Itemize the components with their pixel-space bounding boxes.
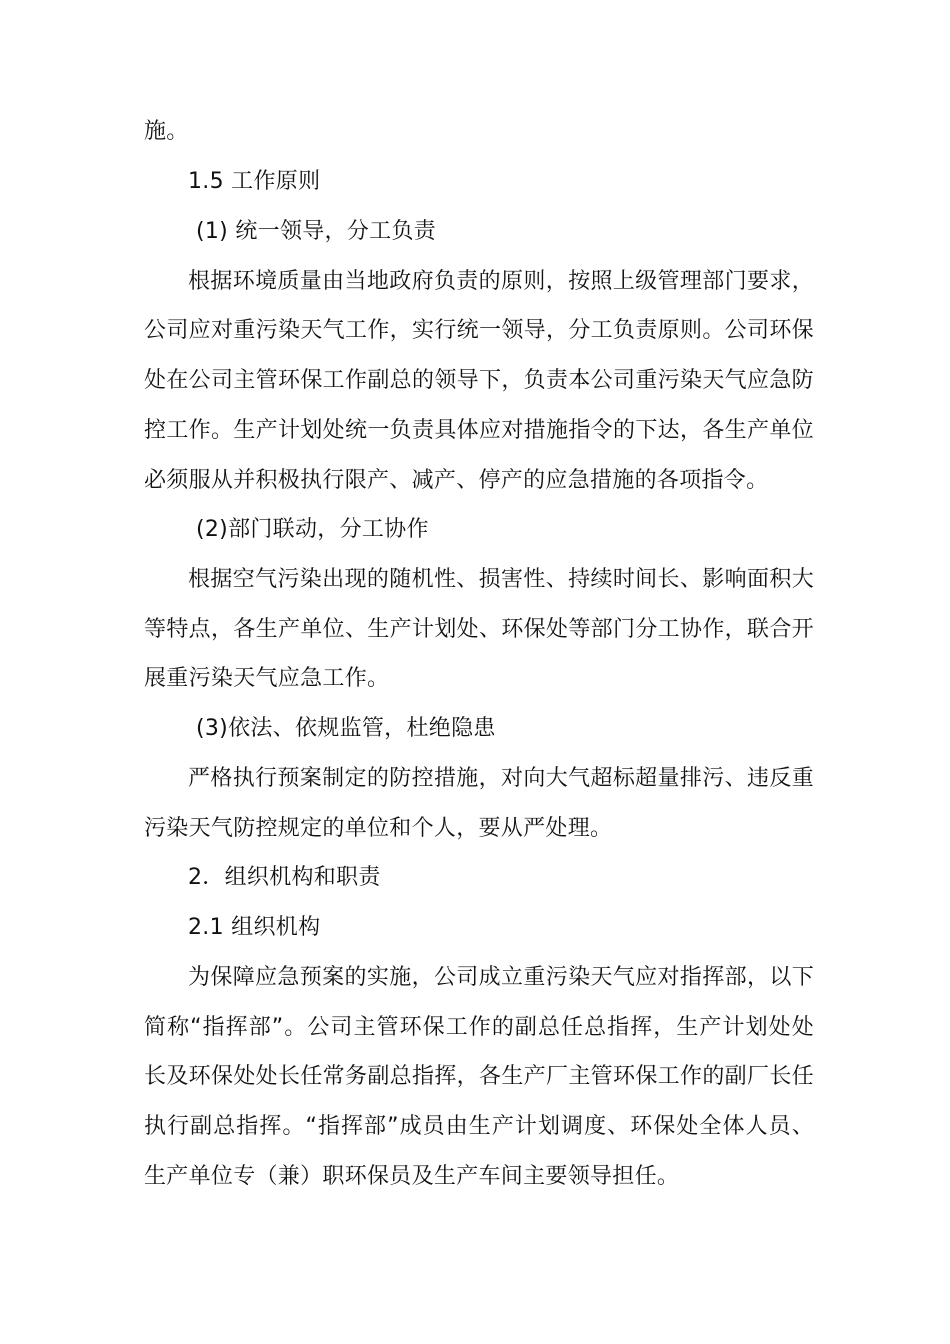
paragraph-line: 公司应对重污染天气工作，实行统一领导，分工负责原则。公司环保 (144, 318, 814, 343)
paragraph-line: 污染天气防控规定的单位和个人，要从严处理。 (144, 816, 613, 841)
paragraph-line: 必须服从并积极执行限产、减产、停产的应急措施的各项指令。 (144, 468, 769, 493)
paragraph-line: 展重污染天气应急工作。 (144, 666, 390, 691)
paragraph-line: 处在公司主管环保工作副总的领导下，负责本公司重污染天气应急防 (144, 368, 814, 393)
paragraph-line: 为保障应急预案的实施，公司成立重污染天气应对指挥部，以下 (188, 965, 814, 990)
paragraph-line: 简称“指挥部”。公司主管环保工作的副总任总指挥，生产计划处处 (144, 1015, 814, 1040)
principle-heading-3: (3)依法、依规监管，杜绝隐患 (196, 716, 496, 741)
paragraph-line: 根据环境质量由当地政府负责的原则，按照上级管理部门要求， (188, 269, 814, 294)
paragraph-line: 长及环保处处长任常务副总指挥，各生产厂主管环保工作的副厂长任 (144, 1064, 814, 1089)
paragraph-line: 等特点，各生产单位、生产计划处、环保处等部门分工协作，联合开 (144, 617, 814, 642)
section-heading-1-5: 1.5 工作原则 (188, 169, 321, 194)
principle-heading-1: (1) 统一领导，分工负责 (196, 219, 437, 244)
section-heading-2-1: 2.1 组织机构 (188, 915, 321, 940)
paragraph-line: 执行副总指挥。“指挥部”成员由生产计划调度、环保处全体人员、 (144, 1114, 814, 1139)
paragraph-line: 控工作。生产计划处统一负责具体应对措施指令的下达，各生产单位 (144, 418, 814, 443)
section-heading-2: 2．组织机构和职责 (188, 865, 381, 890)
paragraph-tail: 施。 (144, 119, 189, 144)
paragraph-line: 生产单位专（兼）职环保员及生产车间主要领导担任。 (144, 1164, 680, 1189)
paragraph-line: 根据空气污染出现的随机性、损害性、持续时间长、影响面积大 (188, 567, 814, 592)
paragraph-line: 严格执行预案制定的防控措施，对向大气超标超量排污、违反重 (188, 766, 814, 791)
principle-heading-2: (2)部门联动，分工协作 (196, 517, 429, 542)
